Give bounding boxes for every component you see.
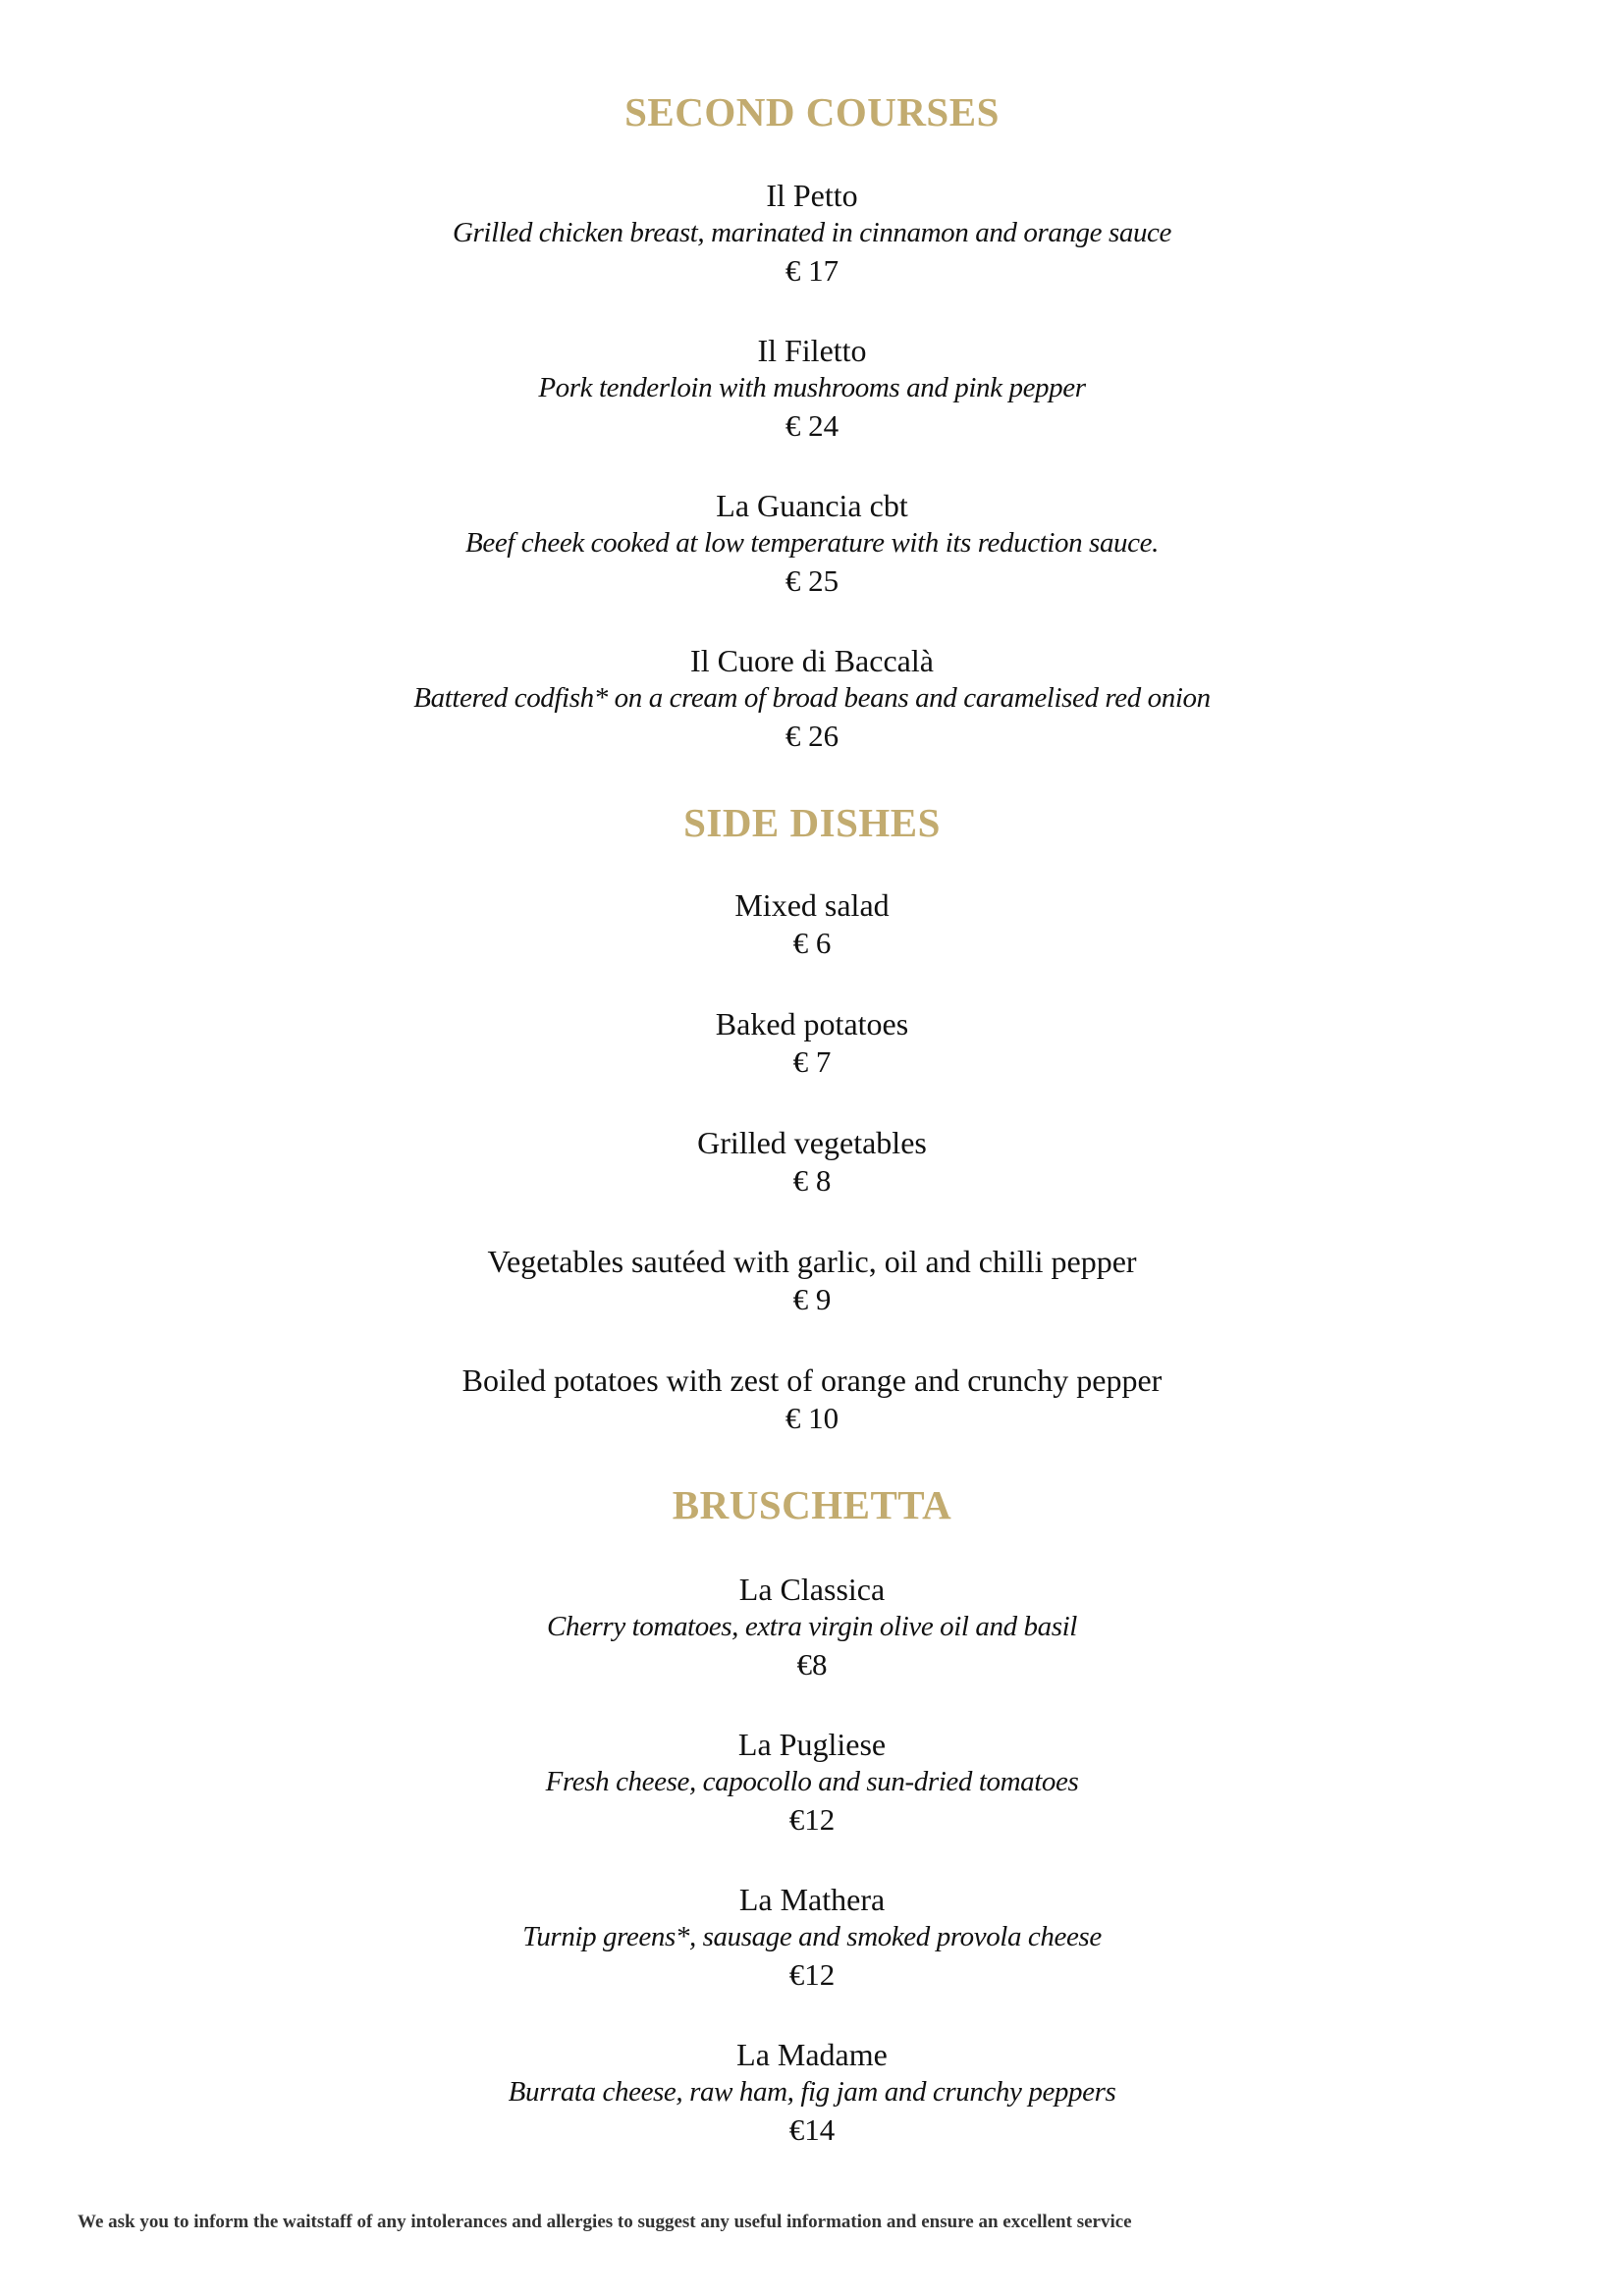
menu-item-il-filetto (0, 332, 1624, 446)
menu-item-vegetables-sauteed (0, 1243, 1624, 1319)
item-price: € 9 (792, 1282, 832, 1316)
item-price: €12 (788, 1957, 836, 1992)
item-price: €8 (796, 1647, 828, 1682)
section-title-bruschetta: BRUSCHETTA (672, 1482, 952, 1527)
menu-item-la-classica (0, 1571, 1624, 1684)
item-name: La Mathera (738, 1882, 886, 1917)
item-price: € 8 (792, 1163, 832, 1198)
item-price: €12 (788, 1802, 836, 1837)
menu-item-baked-potatoes (0, 1005, 1624, 1082)
item-name: Boiled potatoes with zest of orange and crunchy pepper (461, 1362, 1163, 1398)
item-price: € 6 (792, 926, 832, 960)
item-description: Fresh cheese, capocollo and sun-dried tomatoes (545, 1766, 1079, 1797)
item-name: Il Petto (766, 178, 858, 213)
menu-item-mixed-salad (0, 886, 1624, 963)
menu-item-grilled-vegetables (0, 1124, 1624, 1201)
item-price: € 10 (785, 1401, 839, 1435)
item-description: Pork tenderloin with mushrooms and pink pepper (538, 372, 1086, 403)
menu-item-la-madame (0, 2036, 1624, 2150)
section-title-second-courses: SECOND COURSES (624, 89, 1000, 134)
menu-item-la-mathera (0, 1881, 1624, 1995)
menu-item-la-guancia (0, 487, 1624, 601)
item-description: Grilled chicken breast, marinated in cinnamon and orange sauce (452, 217, 1172, 248)
item-name: La Pugliese (737, 1727, 887, 1762)
item-description: Turnip greens*, sausage and smoked provola cheese (522, 1921, 1102, 1952)
item-price: €14 (788, 2112, 836, 2147)
menu-item-boiled-potatoes (0, 1362, 1624, 1438)
item-price: € 7 (792, 1044, 832, 1079)
item-description: Battered codfish* on a cream of broad beans and caramelised red onion (413, 682, 1211, 714)
item-description: Burrata cheese, raw ham, fig jam and crunchy peppers (508, 2076, 1116, 2108)
item-price: € 24 (785, 408, 839, 443)
item-price: € 17 (785, 253, 839, 288)
item-name: Baked potatoes (715, 1006, 909, 1041)
item-name: Il Filetto (757, 333, 867, 368)
menu-item-la-pugliese (0, 1726, 1624, 1840)
item-name: Il Cuore di Baccalà (690, 643, 934, 678)
item-name: Mixed salad (734, 887, 890, 923)
allergy-notice: We ask you to inform the waitstaff of any intolerances and allergies to suggest any useful information and ensure an excellent service (78, 2212, 1132, 2232)
item-name: Grilled vegetables (697, 1125, 927, 1160)
item-name: Vegetables sautéed with garlic, oil and chilli pepper (487, 1244, 1137, 1279)
item-description: Cherry tomatoes, extra virgin olive oil and basil (547, 1611, 1077, 1642)
menu-item-il-cuore-di-baccala (0, 642, 1624, 756)
item-name: La Madame (736, 2037, 888, 2072)
item-price: € 25 (785, 563, 839, 598)
section-title-side-dishes: SIDE DISHES (683, 800, 941, 845)
item-name: La Classica (738, 1572, 886, 1607)
menu-item-il-petto (0, 177, 1624, 291)
item-description: Beef cheek cooked at low temperature with its reduction sauce. (465, 527, 1159, 559)
item-name: La Guancia cbt (716, 488, 908, 523)
item-price: € 26 (785, 719, 839, 753)
